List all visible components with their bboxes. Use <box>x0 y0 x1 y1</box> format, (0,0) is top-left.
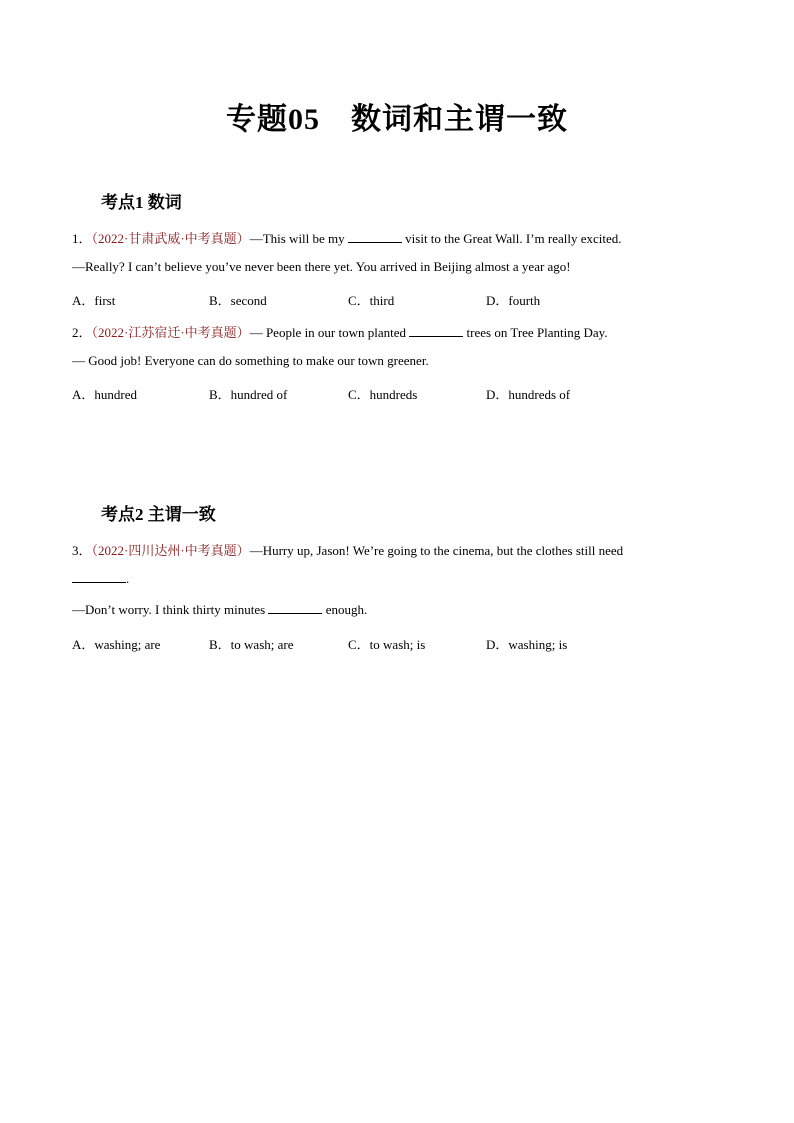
source-tag: （2022·江苏宿迁·中考真题） <box>91 325 250 340</box>
option-c: C．hundreds <box>348 387 418 402</box>
question-3-stem <box>72 540 623 559</box>
question-3-options <box>72 634 712 652</box>
section-heading-2: 考点2 主谓一致 <box>101 505 216 524</box>
question-1-options <box>72 290 712 308</box>
question-2-stem <box>72 322 608 341</box>
stem-text: —Don’t worry. I think thirty minutes <box>72 602 269 617</box>
question-1-response: —Really? I can’t believe you’ve never been there yet. You arrived in Beijing almost a year ago! <box>72 259 571 274</box>
question-number: 2． <box>72 325 92 340</box>
stem-text: trees on Tree Planting Day. <box>463 325 608 340</box>
stem-text: . <box>126 571 130 586</box>
option-d: D．hundreds of <box>486 387 571 402</box>
stem-text: —This will be my <box>249 231 348 246</box>
answer-blank <box>348 231 402 243</box>
question-2-response: — Good job! Everyone can do something to make our town greener. <box>72 353 429 368</box>
option-c: C．third <box>348 293 395 308</box>
page-title: 专题05 数词和主谓一致 <box>226 103 568 136</box>
stem-text: —Hurry up, Jason! We’re going to the cinema, but the clothes still need <box>249 543 624 558</box>
option-a: A．first <box>72 293 116 308</box>
option-b: B．to wash; are <box>209 637 294 652</box>
option-a: A．washing; are <box>72 637 161 652</box>
question-number: 1． <box>72 231 92 246</box>
stem-text: visit to the Great Wall. I’m really excited. <box>401 231 622 246</box>
answer-blank <box>72 571 126 583</box>
source-tag: （2022·四川达州·中考真题） <box>91 543 250 558</box>
option-c: C．to wash; is <box>348 637 426 652</box>
option-a: A．hundred <box>72 387 137 402</box>
question-number: 3． <box>72 543 92 558</box>
question-3-response <box>72 602 367 618</box>
option-d: D．fourth <box>486 293 541 308</box>
question-2-options <box>72 384 712 402</box>
option-b: B．hundred of <box>209 387 288 402</box>
stem-text: — People in our town planted <box>249 325 410 340</box>
option-b: B．second <box>209 293 267 308</box>
answer-blank <box>409 325 463 337</box>
section-heading-1: 考点1 数词 <box>101 193 182 212</box>
source-tag: （2022·甘肃武威·中考真题） <box>91 231 250 246</box>
stem-text: enough. <box>322 602 368 617</box>
question-3-stem-continued <box>72 571 129 587</box>
question-1-stem <box>72 228 622 247</box>
answer-blank <box>268 602 322 614</box>
option-d: D．washing; is <box>486 637 568 652</box>
